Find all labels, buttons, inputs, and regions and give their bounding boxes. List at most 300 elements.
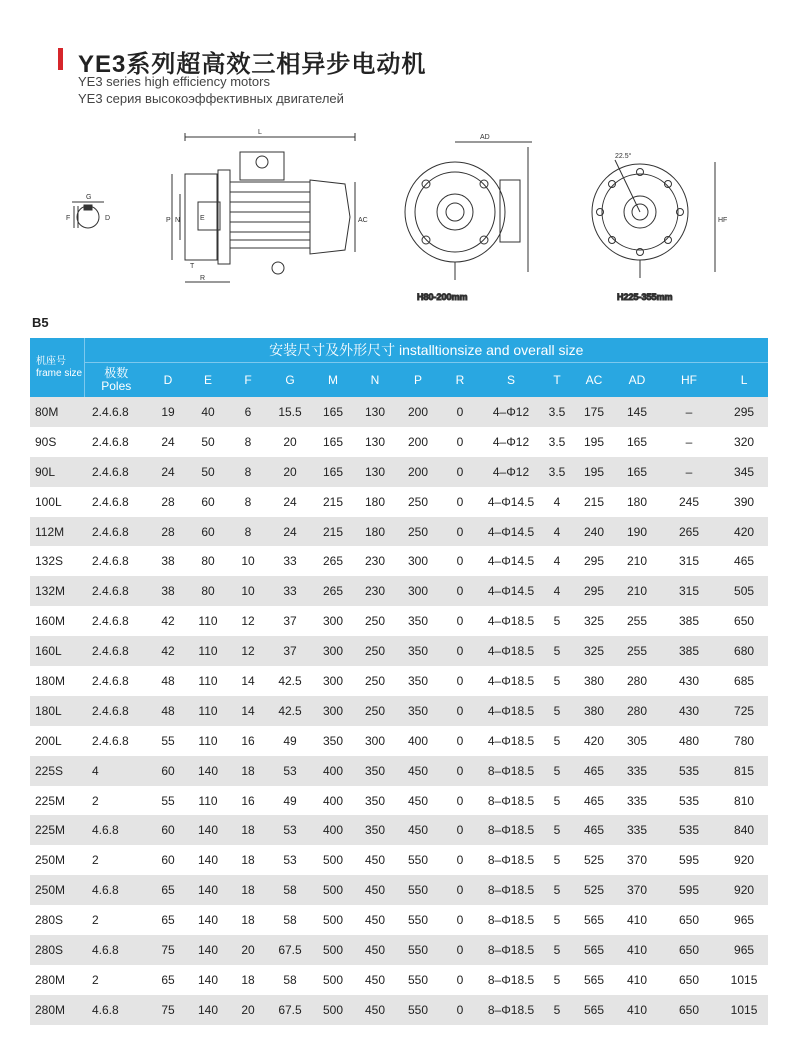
dimension-cell-l: 780 [720, 726, 768, 756]
dimension-cell-s: 4–Φ14.5 [480, 546, 542, 576]
dimension-cell-e: 140 [188, 995, 228, 1025]
dimension-cell-r: 0 [440, 845, 480, 875]
frame-size-cell: 225M [30, 815, 84, 845]
dimension-cell-t: 5 [542, 756, 572, 786]
table-row [30, 606, 768, 636]
dimension-cell-s: 8–Φ18.5 [480, 815, 542, 845]
dimension-cell-r: 0 [440, 397, 480, 427]
poles-header-en: Poles [101, 379, 132, 393]
dimension-cell-r: 0 [440, 487, 480, 517]
dimension-cell-m: 165 [312, 397, 354, 427]
dimension-cell-ad: 255 [616, 636, 658, 666]
column-header-p: P [396, 363, 440, 398]
dimension-cell-e: 60 [188, 517, 228, 547]
dimension-cell-l: 810 [720, 786, 768, 816]
dimension-cell-g: 33 [268, 576, 312, 606]
dimension-cell-t: 5 [542, 666, 572, 696]
dimension-cell-hf: 265 [658, 517, 720, 547]
dimension-cell-hf: – [658, 397, 720, 427]
dimension-cell-n: 180 [354, 517, 396, 547]
dimension-cell-m: 400 [312, 786, 354, 816]
dimension-cell-ac: 465 [572, 786, 616, 816]
dimension-cell-f: 18 [228, 965, 268, 995]
dimension-cell-d: 24 [148, 427, 188, 457]
dimension-cell-f: 12 [228, 606, 268, 636]
dimension-cell-ad: 410 [616, 935, 658, 965]
dimension-cell-hf: 650 [658, 995, 720, 1025]
dimension-cell-t: 5 [542, 965, 572, 995]
dimension-cell-n: 250 [354, 666, 396, 696]
column-header-g: G [268, 363, 312, 398]
dimension-cell-p: 200 [396, 457, 440, 487]
dimension-cell-ad: 370 [616, 845, 658, 875]
dimension-cell-g: 37 [268, 606, 312, 636]
dimension-cell-ac: 325 [572, 636, 616, 666]
dimension-cell-ac: 295 [572, 546, 616, 576]
dimension-cell-r: 0 [440, 995, 480, 1025]
dimension-cell-d: 42 [148, 636, 188, 666]
poles-cell: 4.6.8 [84, 815, 148, 845]
page-subtitle-en: YE3 series high efficiency motors [78, 74, 270, 89]
dimension-cell-p: 250 [396, 517, 440, 547]
dimension-cell-ac: 565 [572, 935, 616, 965]
dimension-cell-l: 920 [720, 875, 768, 905]
dimension-cell-t: 5 [542, 905, 572, 935]
frame-size-cell: 180M [30, 666, 84, 696]
dimension-cell-hf: 535 [658, 756, 720, 786]
dimension-cell-ad: 335 [616, 786, 658, 816]
dimension-cell-e: 140 [188, 756, 228, 786]
dimension-cell-f: 18 [228, 875, 268, 905]
dimension-cell-ac: 215 [572, 487, 616, 517]
dimension-cell-m: 500 [312, 965, 354, 995]
frame-size-cell: 280S [30, 935, 84, 965]
dimension-cell-s: 8–Φ18.5 [480, 995, 542, 1025]
dimension-cell-f: 6 [228, 397, 268, 427]
dimension-cell-t: 5 [542, 815, 572, 845]
dimension-cell-g: 49 [268, 786, 312, 816]
dimension-cell-t: 5 [542, 606, 572, 636]
dimension-cell-s: 4–Φ14.5 [480, 576, 542, 606]
poles-cell: 2 [84, 965, 148, 995]
dimension-cell-ac: 175 [572, 397, 616, 427]
column-header-f: F [228, 363, 268, 398]
poles-cell: 2.4.6.8 [84, 397, 148, 427]
dimension-cell-ad: 410 [616, 905, 658, 935]
dimension-cell-ad: 145 [616, 397, 658, 427]
dimension-cell-l: 725 [720, 696, 768, 726]
dimension-cell-e: 140 [188, 935, 228, 965]
dimension-cell-g: 24 [268, 517, 312, 547]
dimension-cell-m: 300 [312, 606, 354, 636]
dimension-cell-p: 550 [396, 965, 440, 995]
dimension-cell-m: 215 [312, 487, 354, 517]
dimension-cell-ac: 195 [572, 457, 616, 487]
dimension-cell-l: 390 [720, 487, 768, 517]
dimension-cell-hf: 650 [658, 905, 720, 935]
dimension-cell-hf: 535 [658, 815, 720, 845]
dimension-cell-e: 140 [188, 845, 228, 875]
dimension-cell-hf: 535 [658, 786, 720, 816]
frame-size-cell: 160M [30, 606, 84, 636]
dimension-cell-t: 5 [542, 845, 572, 875]
dimension-cell-f: 8 [228, 457, 268, 487]
dimension-cell-r: 0 [440, 606, 480, 636]
dimension-cell-g: 20 [268, 427, 312, 457]
dimension-cell-d: 19 [148, 397, 188, 427]
dimension-cell-r: 0 [440, 696, 480, 726]
dimension-cell-m: 500 [312, 995, 354, 1025]
table-row [30, 457, 768, 487]
dimension-cell-t: 5 [542, 636, 572, 666]
dimension-cell-g: 58 [268, 875, 312, 905]
dimension-cell-hf: 430 [658, 666, 720, 696]
dimension-cell-m: 500 [312, 875, 354, 905]
dimension-cell-hf: 315 [658, 576, 720, 606]
dimension-cell-p: 200 [396, 397, 440, 427]
dimension-cell-p: 550 [396, 875, 440, 905]
dimension-cell-p: 300 [396, 576, 440, 606]
poles-header-cn: 极数 [104, 366, 129, 380]
dimension-cell-hf: 595 [658, 845, 720, 875]
poles-cell: 4.6.8 [84, 995, 148, 1025]
label-angle: 22.5° [615, 153, 632, 160]
dimension-cell-hf: 650 [658, 965, 720, 995]
dimension-cell-m: 265 [312, 576, 354, 606]
dimension-cell-g: 33 [268, 546, 312, 576]
dimension-cell-d: 55 [148, 726, 188, 756]
dimension-cell-e: 140 [188, 905, 228, 935]
dimension-cell-f: 18 [228, 905, 268, 935]
dimension-cell-hf: 480 [658, 726, 720, 756]
dimension-cell-n: 450 [354, 905, 396, 935]
dimension-cell-d: 60 [148, 756, 188, 786]
dimension-cell-e: 140 [188, 965, 228, 995]
table-row [30, 815, 768, 845]
dimension-cell-s: 8–Φ18.5 [480, 935, 542, 965]
poles-cell: 2.4.6.8 [84, 606, 148, 636]
table-row [30, 666, 768, 696]
dimension-cell-ac: 380 [572, 666, 616, 696]
dimension-cell-f: 8 [228, 487, 268, 517]
dimension-cell-d: 38 [148, 576, 188, 606]
poles-cell: 2.4.6.8 [84, 666, 148, 696]
dimension-cell-r: 0 [440, 457, 480, 487]
dimension-cell-f: 20 [228, 935, 268, 965]
dimension-cell-hf: 650 [658, 935, 720, 965]
dimension-cell-p: 550 [396, 845, 440, 875]
dimension-cell-ad: 210 [616, 546, 658, 576]
dimension-cell-m: 300 [312, 666, 354, 696]
dimension-cell-p: 550 [396, 905, 440, 935]
table-row [30, 397, 768, 427]
table-row [30, 995, 768, 1025]
table-row [30, 487, 768, 517]
dimension-cell-e: 110 [188, 606, 228, 636]
dimension-cell-n: 250 [354, 696, 396, 726]
dimension-cell-e: 140 [188, 875, 228, 905]
dimension-cell-f: 18 [228, 845, 268, 875]
label-ac: AC [358, 217, 368, 224]
table-header-row-2 [30, 363, 768, 398]
page-title: YE3系列超高效三相异步电动机 [78, 51, 427, 78]
dimension-cell-t: 5 [542, 875, 572, 905]
dimension-cell-m: 215 [312, 517, 354, 547]
table-row [30, 756, 768, 786]
dimension-cell-t: 4 [542, 487, 572, 517]
table-row [30, 517, 768, 547]
dimension-cell-m: 300 [312, 636, 354, 666]
dimension-cell-l: 345 [720, 457, 768, 487]
dimension-cell-p: 300 [396, 546, 440, 576]
label-hf: HF [718, 217, 728, 224]
table-row [30, 696, 768, 726]
dimension-cell-hf: 430 [658, 696, 720, 726]
label-g: G [86, 194, 92, 201]
dimension-cell-n: 450 [354, 935, 396, 965]
dimension-cell-d: 60 [148, 815, 188, 845]
poles-cell: 2.4.6.8 [84, 636, 148, 666]
table-body [30, 397, 768, 1025]
dimension-cell-ad: 335 [616, 756, 658, 786]
dimension-cell-t: 4 [542, 576, 572, 606]
dimension-cell-p: 450 [396, 756, 440, 786]
dimension-cell-n: 350 [354, 756, 396, 786]
dimension-cell-r: 0 [440, 935, 480, 965]
column-header-r: R [440, 363, 480, 398]
dimension-cell-f: 18 [228, 756, 268, 786]
dimension-cell-p: 400 [396, 726, 440, 756]
column-header-t: T [542, 363, 572, 398]
dimension-cell-d: 65 [148, 905, 188, 935]
dimension-cell-d: 28 [148, 517, 188, 547]
poles-cell: 2.4.6.8 [84, 457, 148, 487]
dimension-cell-g: 24 [268, 487, 312, 517]
dimension-cell-p: 450 [396, 815, 440, 845]
dimension-cell-l: 1015 [720, 965, 768, 995]
table-row [30, 546, 768, 576]
dimension-cell-d: 48 [148, 666, 188, 696]
poles-cell: 2.4.6.8 [84, 517, 148, 547]
frame-size-cell: 250M [30, 875, 84, 905]
frame-size-cell: 160L [30, 636, 84, 666]
dimension-cell-ac: 465 [572, 815, 616, 845]
dimension-cell-t: 3.5 [542, 397, 572, 427]
dimension-cell-l: 840 [720, 815, 768, 845]
dimension-cell-g: 42.5 [268, 696, 312, 726]
dimension-cell-d: 24 [148, 457, 188, 487]
dimension-cell-t: 4 [542, 517, 572, 547]
dimension-cell-ac: 195 [572, 427, 616, 457]
dimension-cell-g: 37 [268, 636, 312, 666]
dimension-cell-e: 110 [188, 666, 228, 696]
poles-cell: 2.4.6.8 [84, 546, 148, 576]
dimension-cell-hf: – [658, 427, 720, 457]
motor-front-view-large [592, 152, 727, 302]
shaft-end-detail [66, 194, 110, 228]
label-ad: AD [480, 134, 490, 141]
dimension-cell-f: 16 [228, 726, 268, 756]
dimension-cell-f: 14 [228, 666, 268, 696]
dimension-cell-l: 295 [720, 397, 768, 427]
dimension-cell-n: 130 [354, 427, 396, 457]
column-header-s: S [480, 363, 542, 398]
dimension-cell-s: 4–Φ14.5 [480, 487, 542, 517]
frame-size-cell: 225S [30, 756, 84, 786]
dimension-cell-n: 350 [354, 786, 396, 816]
dimension-cell-m: 400 [312, 815, 354, 845]
dimension-cell-ac: 565 [572, 905, 616, 935]
column-header-ad: AD [616, 363, 658, 398]
dimension-cell-e: 50 [188, 457, 228, 487]
table-row [30, 427, 768, 457]
table-row [30, 875, 768, 905]
dimension-cell-t: 3.5 [542, 427, 572, 457]
dimension-cell-g: 42.5 [268, 666, 312, 696]
dimension-cell-m: 165 [312, 427, 354, 457]
dimension-cell-e: 80 [188, 546, 228, 576]
table-header-row-1 [30, 338, 768, 363]
dimension-cell-m: 350 [312, 726, 354, 756]
table-row [30, 845, 768, 875]
dimension-cell-n: 450 [354, 845, 396, 875]
frame-size-cell: 80M [30, 397, 84, 427]
poles-cell: 2.4.6.8 [84, 726, 148, 756]
table-row [30, 935, 768, 965]
dimension-cell-e: 40 [188, 397, 228, 427]
dimension-cell-ad: 370 [616, 875, 658, 905]
dimension-cell-ac: 565 [572, 965, 616, 995]
dimension-cell-s: 4–Φ18.5 [480, 666, 542, 696]
frame-size-cell: 180L [30, 696, 84, 726]
label-n: N [175, 217, 181, 224]
column-header-d: D [148, 363, 188, 398]
label-l: L [258, 129, 262, 136]
poles-cell: 2.4.6.8 [84, 576, 148, 606]
column-header-ac: AC [572, 363, 616, 398]
dimension-cell-ad: 165 [616, 427, 658, 457]
frame-size-header-en: frame size [36, 367, 83, 379]
dimension-cell-n: 350 [354, 815, 396, 845]
dimension-cell-r: 0 [440, 427, 480, 457]
frame-size-cell: 200L [30, 726, 84, 756]
dimension-cell-n: 230 [354, 546, 396, 576]
dimension-cell-g: 67.5 [268, 995, 312, 1025]
dimension-cell-n: 450 [354, 965, 396, 995]
dimension-cell-p: 550 [396, 935, 440, 965]
dimension-cell-g: 15.5 [268, 397, 312, 427]
frame-size-header [30, 338, 84, 397]
dimension-cell-s: 4–Φ12 [480, 457, 542, 487]
poles-cell: 2.4.6.8 [84, 427, 148, 457]
dimension-cell-s: 4–Φ18.5 [480, 636, 542, 666]
dimension-cell-l: 815 [720, 756, 768, 786]
dimension-cell-d: 75 [148, 935, 188, 965]
dimension-cell-s: 8–Φ18.5 [480, 875, 542, 905]
dimension-cell-hf: 315 [658, 546, 720, 576]
table-row [30, 726, 768, 756]
dimension-cell-e: 80 [188, 576, 228, 606]
frame-size-cell: 280M [30, 965, 84, 995]
label-d: D [105, 215, 111, 222]
dimension-cell-r: 0 [440, 875, 480, 905]
dimension-cell-f: 12 [228, 636, 268, 666]
dimension-cell-p: 350 [396, 606, 440, 636]
frame-size-cell: 132M [30, 576, 84, 606]
dimension-cell-e: 50 [188, 427, 228, 457]
motor-side-view [166, 129, 368, 282]
dimension-cell-f: 8 [228, 427, 268, 457]
dimension-cell-hf: 245 [658, 487, 720, 517]
label-f: F [66, 215, 71, 222]
dimension-cell-s: 8–Φ18.5 [480, 845, 542, 875]
frame-size-cell: 280M [30, 995, 84, 1025]
dimension-cell-s: 4–Φ18.5 [480, 606, 542, 636]
dimension-cell-f: 20 [228, 995, 268, 1025]
poles-header [84, 363, 148, 398]
dimension-cell-d: 65 [148, 875, 188, 905]
dimension-cell-m: 265 [312, 546, 354, 576]
frame-size-cell: 225M [30, 786, 84, 816]
dimension-cell-s: 4–Φ18.5 [480, 726, 542, 756]
dimension-cell-n: 130 [354, 457, 396, 487]
poles-cell: 2 [84, 786, 148, 816]
dimension-cell-g: 20 [268, 457, 312, 487]
dimension-cell-m: 165 [312, 457, 354, 487]
dimension-cell-g: 49 [268, 726, 312, 756]
caption-h225-355: H225-355mm [617, 292, 673, 302]
column-header-hf: HF [658, 363, 720, 398]
dimension-cell-l: 1015 [720, 995, 768, 1025]
dimension-cell-s: 8–Φ18.5 [480, 965, 542, 995]
dimension-cell-l: 680 [720, 636, 768, 666]
dimension-cell-d: 28 [148, 487, 188, 517]
dimension-cell-m: 500 [312, 905, 354, 935]
column-header-n: N [354, 363, 396, 398]
table-row [30, 965, 768, 995]
page-subtitle-ru: YE3 серия высокоэффективных двигателей [78, 91, 344, 106]
dimension-cell-g: 67.5 [268, 935, 312, 965]
dimension-cell-p: 250 [396, 487, 440, 517]
label-e: E [200, 215, 205, 222]
dimension-cell-r: 0 [440, 786, 480, 816]
dimension-cell-ad: 210 [616, 576, 658, 606]
dimension-cell-d: 65 [148, 965, 188, 995]
dimension-cell-ac: 525 [572, 845, 616, 875]
dimension-cell-n: 130 [354, 397, 396, 427]
dimension-cell-ac: 295 [572, 576, 616, 606]
dimension-cell-p: 550 [396, 995, 440, 1025]
table-row [30, 905, 768, 935]
poles-cell: 4.6.8 [84, 875, 148, 905]
dimension-cell-e: 110 [188, 696, 228, 726]
dimension-cell-m: 500 [312, 935, 354, 965]
dimension-cell-r: 0 [440, 726, 480, 756]
dimension-cell-ad: 280 [616, 696, 658, 726]
dimension-cell-hf: 385 [658, 606, 720, 636]
dimension-cell-f: 18 [228, 815, 268, 845]
dimension-cell-n: 180 [354, 487, 396, 517]
caption-h80-200: H80-200mm [417, 292, 468, 302]
dimension-cell-s: 8–Φ18.5 [480, 756, 542, 786]
dimension-cell-e: 110 [188, 726, 228, 756]
dimension-cell-n: 250 [354, 636, 396, 666]
dimension-cell-l: 965 [720, 935, 768, 965]
frame-size-cell: 280S [30, 905, 84, 935]
frame-size-header-cn: 机座号 [36, 355, 66, 367]
dimension-cell-ac: 565 [572, 995, 616, 1025]
dimension-cell-t: 5 [542, 935, 572, 965]
